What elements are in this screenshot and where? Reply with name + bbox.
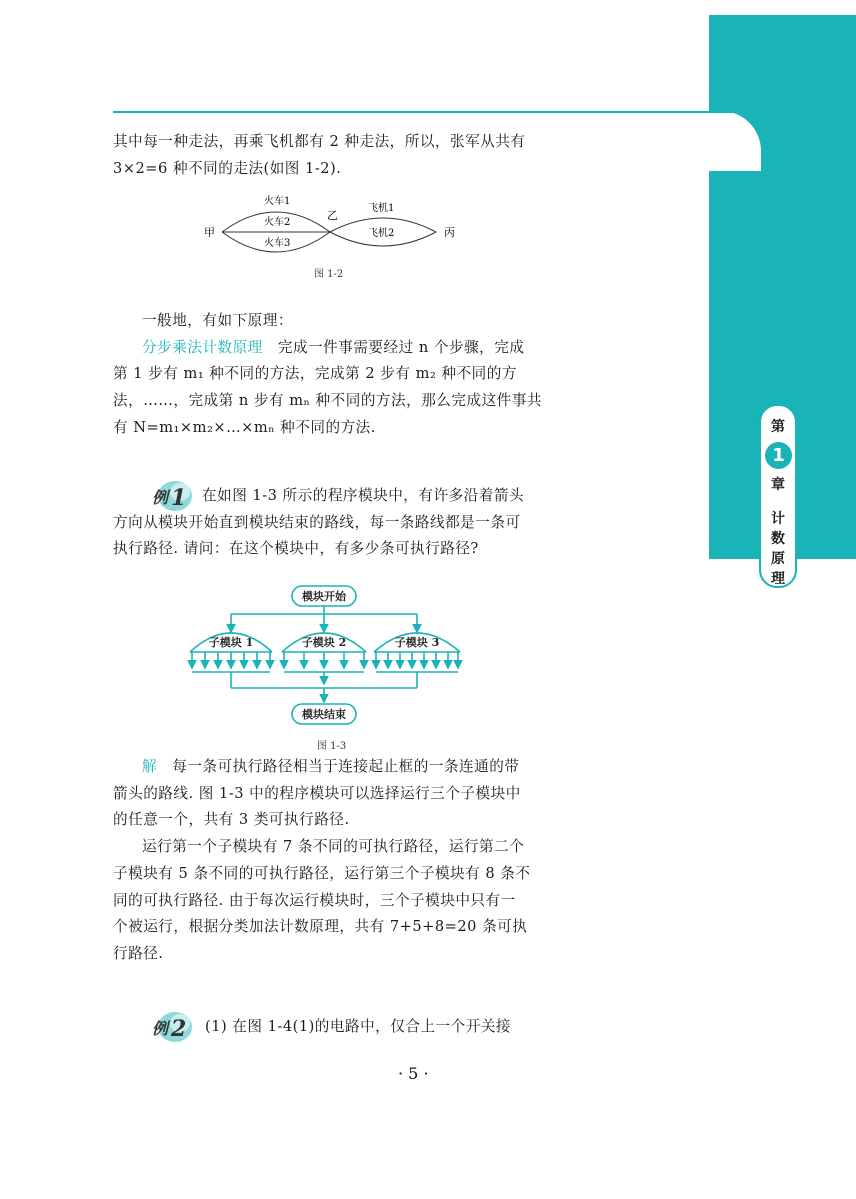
figure-caption: 图 1-2 bbox=[314, 269, 344, 280]
train-label: 火车1 bbox=[264, 196, 291, 207]
header-rule bbox=[113, 111, 753, 113]
solution-first-line bbox=[113, 754, 553, 781]
train-label: 火车3 bbox=[264, 238, 291, 249]
page-number: · 5 · bbox=[398, 1064, 429, 1083]
text-line: 方向从模块开始直到模块结束的路线，每一条路线都是一条可 bbox=[113, 513, 521, 531]
node-end: 丙 bbox=[444, 226, 455, 239]
text-line: 有 N=m₁×m₂×…×mₙ 种不同的方法. bbox=[113, 418, 376, 436]
plane-label: 飞机1 bbox=[368, 203, 395, 214]
example-label: 例 bbox=[152, 488, 169, 507]
text-line: 每一条可执行路径相当于连接起止框的一条连通的带 bbox=[172, 758, 520, 775]
chapter-title-char: 数 bbox=[771, 531, 785, 547]
train-label: 火车2 bbox=[264, 217, 291, 228]
submodule-label: 子模块 2 bbox=[301, 636, 347, 649]
chapter-title-char: 理 bbox=[771, 571, 785, 587]
example-label: 例 bbox=[152, 1019, 169, 1038]
text-line: 的任意一个，共有 3 类可执行路径. bbox=[113, 811, 350, 829]
text-line: 一般地，有如下原理： bbox=[142, 312, 293, 329]
node-start: 甲 bbox=[204, 226, 215, 239]
plane-label: 飞机2 bbox=[368, 228, 395, 239]
module-flow-diagram bbox=[186, 584, 486, 726]
example-number: 1 bbox=[171, 485, 187, 511]
text-line: 第 1 步有 m₁ 种不同的方法，完成第 2 步有 m₂ 种不同的方 bbox=[113, 365, 517, 383]
example-2-text bbox=[113, 1014, 553, 1041]
figure-caption: 图 1-3 bbox=[317, 741, 347, 752]
text-line: 在如图 1-3 所示的程序模块中，有许多沿着箭头 bbox=[202, 487, 525, 504]
submodule-label: 子模块 3 bbox=[394, 636, 440, 649]
chapter-number-badge: 1 bbox=[765, 442, 792, 469]
text-line: 完成一件事需要经过 n 个步骤，完成 bbox=[262, 338, 525, 356]
text-line: 同的可执行路径. 由于每次运行模块时，三个子模块中只有一 bbox=[113, 891, 516, 909]
chapter-title-char: 原 bbox=[771, 551, 785, 567]
submodule-label: 子模块 1 bbox=[208, 636, 254, 649]
node-mid: 乙 bbox=[327, 209, 338, 222]
text-line: 法，……，完成第 n 步有 mₙ 种不同的方法，那么完成这件事共 bbox=[113, 392, 542, 410]
text-line: 个被运行，根据分类加法计数原理，共有 7+5+8=20 条可执 bbox=[113, 918, 528, 936]
chapter-char-zhang: 章 bbox=[771, 477, 785, 493]
example-number: 2 bbox=[171, 1016, 187, 1042]
text-line: 运行第一个子模块有 7 条不同的可执行路径，运行第二个 bbox=[142, 838, 525, 856]
solution-label: 解 bbox=[142, 758, 158, 775]
principle-first-line bbox=[113, 335, 553, 362]
chapter-char-di: 第 bbox=[771, 419, 785, 435]
text-line: 子模块有 5 条不同的可执行路径，运行第三个子模块有 8 条不 bbox=[113, 864, 531, 882]
end-label: 模块结束 bbox=[302, 708, 346, 721]
text-line: 箭头的路线. 图 1-3 中的程序模块可以选择运行三个子模块中 bbox=[113, 784, 521, 802]
text-line: 行路径. bbox=[113, 944, 164, 962]
start-label: 模块开始 bbox=[302, 590, 346, 603]
example-1-text bbox=[113, 483, 553, 563]
continued-paragraph bbox=[113, 129, 553, 182]
chapter-title-char: 计 bbox=[771, 511, 785, 527]
route-diagram bbox=[200, 188, 470, 260]
text-line: 其中每一种走法，再乘飞机都有 2 种走法，所以，张军从共有 bbox=[113, 133, 526, 150]
text-line: (1) 在图 1-4(1)的电路中，仅合上一个开关接 bbox=[205, 1018, 512, 1035]
solution-section bbox=[113, 754, 553, 968]
principle-section bbox=[113, 308, 553, 442]
chapter-tab-top bbox=[709, 15, 856, 111]
text-line: 执行路径. 请问：在这个模块中，有多少条可执行路径? bbox=[113, 540, 479, 558]
text-line: 3×2=6 种不同的走法(如图 1-2). bbox=[113, 159, 342, 177]
chapter-indicator bbox=[759, 404, 797, 588]
principle-title: 分步乘法计数原理 bbox=[142, 338, 263, 356]
